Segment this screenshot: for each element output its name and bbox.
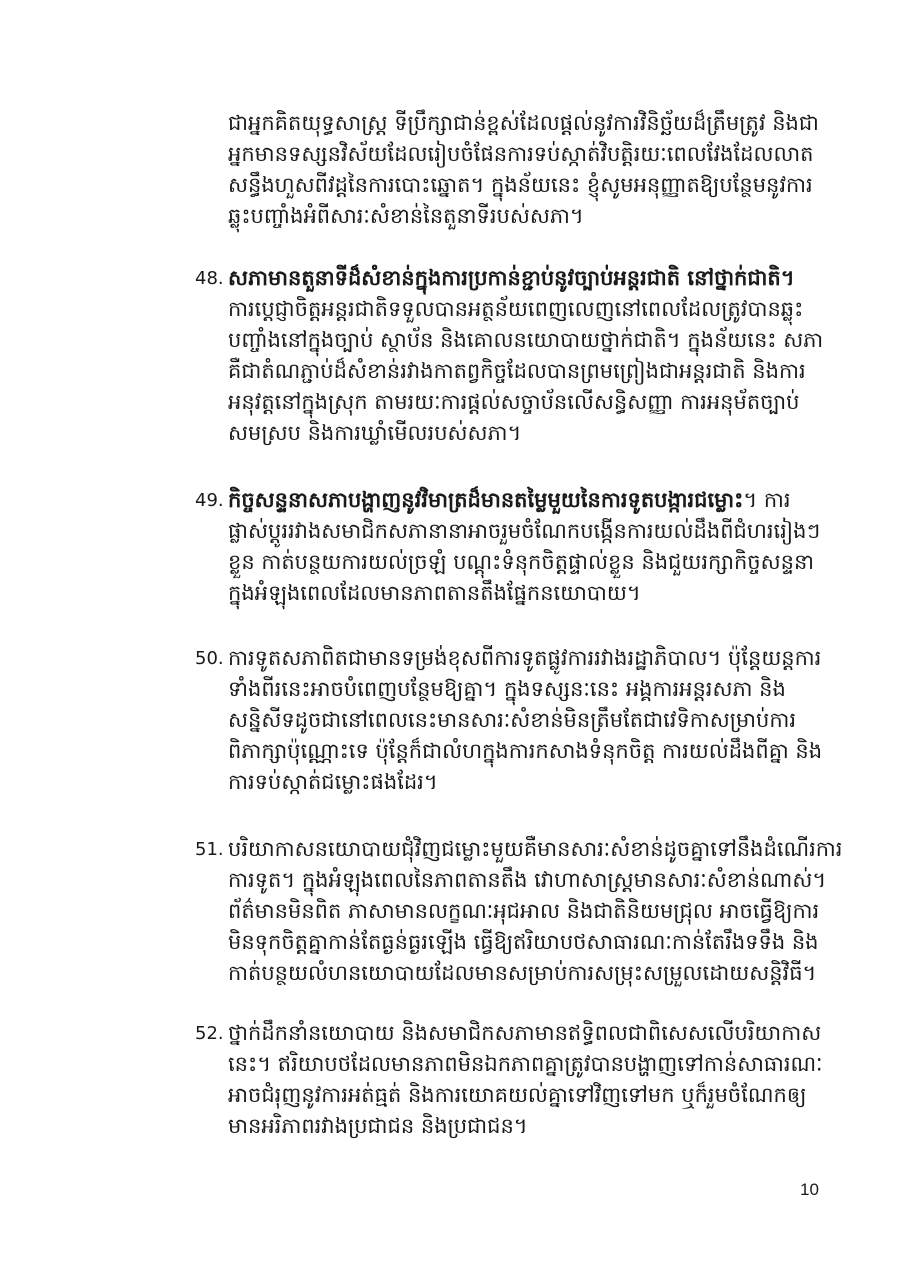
paragraph-line: បញ្ចាំងនៅក្នុងច្បាប់ ស្ថាប័ន និងគោលនយោបាយថ្នាក់ជាតិ។ ក្នុងន័យនេះ សភា <box>228 328 824 352</box>
paragraph-number: 50. <box>195 648 224 669</box>
paragraph-heading: សភាមានតួនាទីដ៏សំខាន់ក្នុងការប្រកាន់ខ្ជាប់នូវច្បាប់អន្តរជាតិ នៅថ្នាក់ជាតិ។ <box>228 266 795 290</box>
paragraph-body <box>228 643 835 798</box>
paragraph-line: អនុវត្តនៅក្នុងស្រុក តាមរយៈការផ្តល់សច្ចាប័នលើសន្ធិសញ្ញា ការអនុម័តច្បាប់ <box>228 390 800 414</box>
page-number: 10 <box>800 1180 819 1199</box>
paragraph-48 <box>195 263 835 449</box>
paragraph-line: គឺជាតំណភ្ជាប់ដ៏សំខាន់រវាងកាតព្វកិច្ចដែលបានព្រមព្រៀងជាអន្តរជាតិ និងការ <box>228 359 806 383</box>
paragraph-line: នេះ។ ឥរិយាបថដែលមានភាពមិនឯកភាពគ្នាត្រូវបានបង្ហាញទៅកាន់សាធារណៈ <box>228 1052 823 1076</box>
paragraph-line: អាចជំរុញនូវការអត់ធ្មត់ និងការយោគយល់គ្នាទៅវិញទៅមក ឬក៏រួមចំណែកឲ្យ <box>228 1083 807 1107</box>
paragraph-line: ទាំងពីរនេះអាចបំពេញបន្ថែមឱ្យគ្នា។ ក្នុងទស្សនៈនេះ អង្គការអន្តរសភា និង <box>228 677 786 701</box>
paragraph-heading: កិច្ចសន្ទនាសភាបង្ហាញនូវវិមាត្រដ៏មានតម្លៃមួយនៃការទូតបង្ការជម្លោះ <box>228 488 744 512</box>
paragraph-52 <box>195 1018 835 1142</box>
paragraph-50 <box>195 643 835 798</box>
paragraph-number: 52. <box>195 1023 224 1044</box>
paragraph-line: សមស្រប និងការឃ្លាំមើលរបស់សភា។ <box>228 421 522 445</box>
paragraph-line: កាត់បន្ថយលំហនយោបាយដែលមានសម្រាប់ការសម្រុះសម្រួលដោយសន្តិវិធី។ <box>228 961 817 985</box>
paragraph-line: ថ្នាក់ដឹកនាំនយោបាយ និងសមាជិកសភាមានឥទ្ធិពលជាពិសេសលើបរិយាកាស <box>228 1021 822 1045</box>
paragraph-number: 51. <box>195 839 224 860</box>
paragraph-line: ពិភាក្សាប៉ុណ្ណោះទេ ប៉ុន្តែក៏ជាលំហក្នុងការកសាងទំនុកចិត្ត ការយល់ដឹងពីគ្នា និង <box>228 739 823 763</box>
paragraph-body <box>228 834 843 989</box>
paragraph-body <box>228 1018 835 1142</box>
paragraph-line: ឆ្លុះបញ្ចាំងអំពីសារៈសំខាន់នៃតួនាទីរបស់សភា។ <box>228 204 584 228</box>
paragraph-line: ជាអ្នកគិតយុទ្ធសាស្ត្រ ទីប្រឹក្សាជាន់ខ្ពស់ដែលផ្តល់នូវការវិនិច្ឆ័យដ៏ត្រឹមត្រូវ និងជា <box>228 111 819 135</box>
paragraph-body <box>228 485 835 609</box>
paragraph-line: ការទប់ស្កាត់ជម្លោះផងដែរ។ <box>228 770 438 794</box>
paragraph-line: សន្ធឹងហួសពីវដ្តនៃការបោះឆ្នោត។ ក្នុងន័យនេះ ខ្ញុំសូមអនុញ្ញាតឱ្យបន្ថែមនូវការ <box>228 173 813 197</box>
paragraph-line: ការទូតសភាពិតជាមានទម្រង់ខុសពីការទូតផ្លូវការរវាងរដ្ឋាភិបាល។ ប៉ុន្តែយន្តការ <box>228 646 822 670</box>
paragraph-line: មានអរិភាពរវាងប្រជាជន និងប្រជាជន។ <box>228 1114 528 1138</box>
paragraph-number: 49. <box>195 490 224 511</box>
paragraph-first-line <box>228 485 835 516</box>
intro-paragraph <box>228 108 828 232</box>
paragraph-line: សន្និសីទដូចជានៅពេលនេះមានសារៈសំខាន់មិនត្រឹមតែជាវេទិកាសម្រាប់ការ <box>228 708 797 732</box>
paragraph-49 <box>195 485 835 609</box>
paragraph-line: ខ្លួន កាត់បន្ថយការយល់ច្រឡំ បណ្តុះទំនុកចិត្តផ្ទាល់ខ្លួន និងជួយរក្សាកិច្ចសន្ទនា <box>228 550 814 574</box>
paragraph-line: ក្នុងអំឡុងពេលដែលមានភាពតានតឹងផ្នែកនយោបាយ។ <box>228 581 641 605</box>
paragraph-body <box>228 263 835 449</box>
paragraph-number: 48. <box>195 268 224 289</box>
paragraph-51 <box>195 834 843 989</box>
paragraph-line: ការប្តេជ្ញាចិត្តអន្តរជាតិទទួលបានអត្ថន័យពេញលេញនៅពេលដែលត្រូវបានឆ្លុះ <box>228 297 804 321</box>
paragraph-line: ផ្លាស់ប្តូររវាងសមាជិកសភានានាអាចរួមចំណែកបង្កើនការយល់ដឹងពីជំហររៀងៗ <box>228 519 821 543</box>
paragraph-line: បរិយាកាសនយោបាយជុំវិញជម្លោះមួយគឺមានសារៈសំខាន់ដូចគ្នាទៅនឹងដំណើរការ <box>228 837 843 861</box>
paragraph-line: ព័ត៌មានមិនពិត ភាសាមានលក្ខណៈអុជអាល និងជាតិនិយមជ្រុល អាចធ្វើឱ្យការ <box>228 899 820 923</box>
paragraph-line: អ្នកមានទស្សនវិស័យដែលរៀបចំផែនការទប់ស្កាត់វិបត្តិរយៈពេលវែងដែលលាត <box>228 142 814 166</box>
paragraph-heading-tail: ។ ការ <box>743 488 791 512</box>
paragraph-line: មិនទុកចិត្តគ្នាកាន់តែធ្ងន់ធ្ងរឡើង ធ្វើឱ្យឥរិយាបថសាធារណៈកាន់តែរឹងទទឹង និង <box>228 930 819 954</box>
paragraph-line: ការទូត។ ក្នុងអំឡុងពេលនៃភាពតានតឹង វោហាសាស្ត្រមានសារៈសំខាន់ណាស់។ <box>228 868 827 892</box>
